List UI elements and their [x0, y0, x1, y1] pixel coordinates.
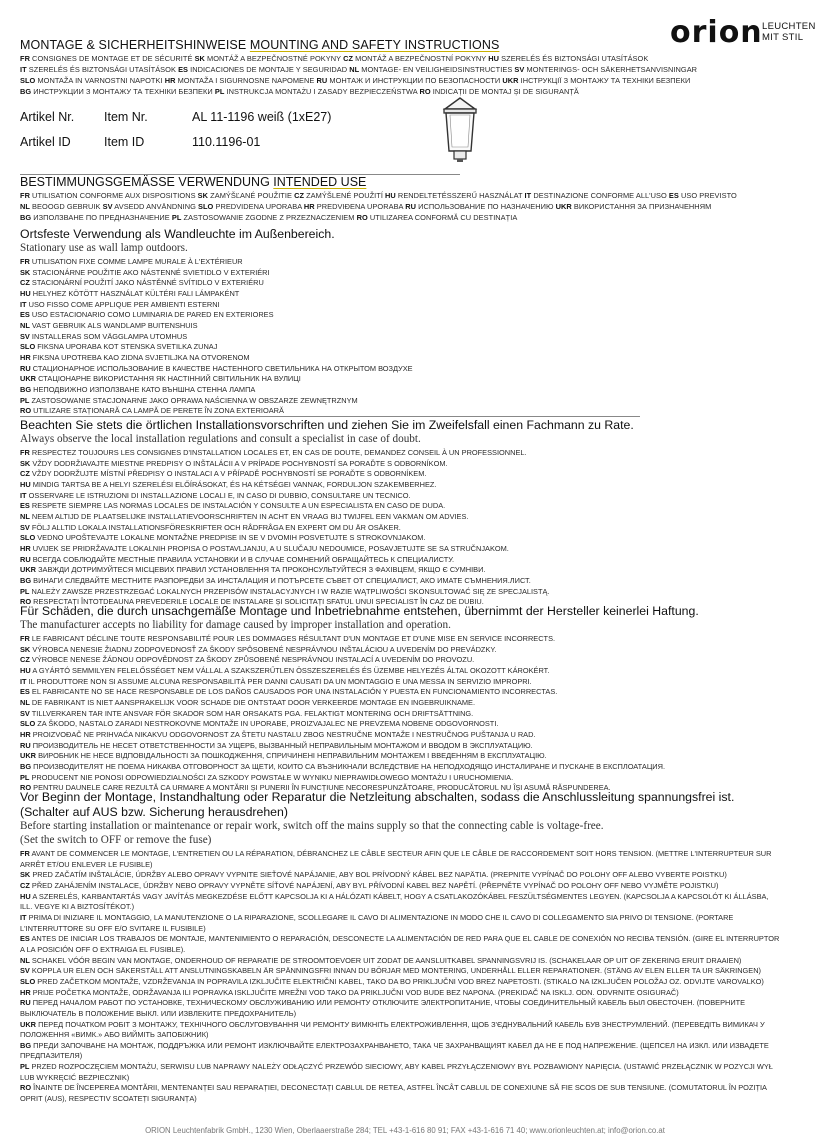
list-item: CZ VŽDY DODRŽUJTE MÍSTNÍ PŘEDPISY O INSTALACI A V PŘÍPADĚ POCHYBNOSTÍ SE PORAĎTE S ODBORNÍKEM.	[20, 469, 427, 479]
list-item: UKR ЗАВЖДИ ДОТРИМУЙТЕСЯ МІСЦЕВИХ ПРАВИЛ УСТАНОВЛЕННЯ ТА ПРОКОНСУЛЬТУЙТЕСЯ З ФАХІВЦЕМ, ЯКЩО Є СУМНІВИ.	[20, 565, 486, 575]
list-item: BG ПРЕДИ ЗАПОЧВАНЕ НА МОНТАЖ, ПОДДРЪЖКА ИЛИ РЕМОНТ ИЗКЛЮЧВАЙТЕ ЕЛЕКТРОЗАХРАНВАНЕТО, ТАКА ЧЕ ЗАХРАНВАЩИЯТ КАБЕЛ ДА НЕ Е ПОД НАПРЕЖЕНИЕ. (ЩЕПСЕЛ НА ИЗКЛ. ИЛИ ИЗВАДЕТЕ ПРЕДПАЗИТЕЛЯ)	[20, 1040, 769, 1061]
list-item: HU A SZERELÉS, KARBANTARTÁS VAGY JAVÍTÁS MEGKEZDÉSE ELŐTT KAPCSOLJA KI A HÁLÓZATI KÁBELT, HOGY A CSATLAKOZÓKÁBEL FESZÜLTSÉGMENTES LEGYEN. (KAPCSOLJA A KAPCSOLÓT KI ÁLLÁSBA, ILL. VEGYE KI A BIZTOSÍTÉKOT.)	[20, 891, 769, 912]
list-item: RO ÎNAINTE DE ÎNCEPEREA MONTĂRII, MENTENANȚEI SAU REPARAȚIEI, DECONECTAȚI CABLUL DE RETEA, ASTFEL ÎNCÂT CABLUL DE CONEXIUNE SĂ FIE SCOS DE SUB TENSIUNE. (COMUTATORUL ÎN POZIȚIA OPRIT (AUS), RESPECTIV SCOATEȚI SIGURANȚA)	[20, 1083, 767, 1104]
list-item: HR UVIJEK SE PRIDRŽAVAJTE LOKALNIH PROPISA O POSTAVLJANJU, A U SLUČAJU NEDOUMICE, POSAVJETUJTE SE SA STRUČNJAKOM.	[20, 543, 509, 553]
article-number-label-en: Item Nr.	[104, 110, 148, 124]
list-item: PL PRODUCENT NIE PONOSI ODPOWIEDZIALNOŚCI ZA SZKODY POWSTAŁE W WYNIKU NIEPRAWIDŁOWEGO MONTAŻU I URUCHOMIENIA.	[20, 772, 514, 782]
list-item: RU ВСЕГДА СОБЛЮДАЙТЕ МЕСТНЫЕ ПРАВИЛА УСТАНОВКИ И В СЛУЧАЕ СОМНЕНИЙ ОБРАЩАЙТЕСЬ К СПЕЦИАЛИСТУ.	[20, 554, 455, 564]
list-item: HU HELYHEZ KÖTÖTT HASZNÁLAT KÜLTÉRI FALI LÁMPAKÉNT	[20, 288, 240, 298]
list-item: FR AVANT DE COMMENCER LE MONTAGE, L'ENTRETIEN OU LA RÉPARATION, DÉBRANCHEZ LE CÂBLE SECTEUR AFIN QUE LE CÂBLE DE RACCORDEMENT SOIT HORS TENSION. (METTRE L'INTERRUPTEUR SUR ARRÊT ET/OU ENLEVER LE FUSIBLE)	[20, 849, 772, 869]
list-item: SK VŽDY DODRŽIAVAJTE MIESTNE PREDPISY O INŠTALÁCII A V PRÍPADE POCHYBNOSTÍ SA PORAĎTE S ODBORNÍKOM.	[20, 458, 448, 468]
intended-use-title	[20, 175, 366, 189]
list-item: SK VÝROBCA NENESIE ŽIADNU ZODPOVEDNOSŤ ZA ŠKODY SPÔSOBENÉ NESPRÁVNOU INŠTALÁCIOU A UVEDENÍM DO PREVÁDZKY.	[20, 644, 497, 654]
list-item: IT OSSERVARE LE ISTRUZIONI DI INSTALLAZIONE LOCALI E, IN CASO DI DUBBIO, CONSULTARE UN TECNICO.	[20, 490, 411, 500]
page-title	[20, 38, 499, 52]
logo-wordmark: orion	[670, 15, 763, 50]
list-item: HU MINDIG TARTSA BE A HELYI SZERELÉSI ELŐÍRÁSOKAT, ÉS HA KÉTSÉGEI VANNAK, FORDULJON SZAKEMBERHEZ.	[20, 479, 437, 489]
list-item: SV KOPPLA UR ELEN OCH SÄKERSTÄLL ATT ANSLUTNINGSKABELN ÄR SPÄNNINGSFRI INNAN DU BÖRJAR MED MONTERING, UNDERHÅLL ELLER REPARATIONER. (STÄNG AV ELEN ELLER TA UR SÄKRINGEN)	[20, 966, 762, 976]
section-3-list	[20, 634, 780, 794]
list-item: NL DE FABRIKANT IS NIET AANSPRAKELIJK VOOR SCHADE DIE ONTSTAAT DOOR VERKEERDE MONTAGE EN INGEBRUIKNAME.	[20, 697, 476, 707]
article-id-label-en: Item ID	[104, 135, 145, 149]
list-item: SLO PRED ZAČETKOM MONTAŽE, VZDRŽEVANJA IN POPRAVILA IZKLJUČITE ELEKTRIČNI KABEL, TAKO DA BO PRIKLJUČNI VOD BREZ NAPETOSTI. (STIKALO NA IZKLJUČEN POLOŽAJ OZ. ODVIJTE VAROVALKO)	[20, 976, 764, 986]
section-2-heading-de: Beachten Sie stets die örtlichen Installationsvorschriften und ziehen Sie im Zweifelsfall einen Fachmann zu Rate.	[20, 418, 634, 432]
footer-address: ORION Leuchtenfabrik GmbH., 1230 Wien, Oberlaaerstraße 284; TEL +43-1-616 80 91; FAX +43-1-616 71 40; www.orionleuchten.at; info@orion.co.at	[145, 1126, 665, 1135]
list-item: SK PRED ZAČATÍM INŠTALÁCIE, ÚDRŽBY ALEBO OPRAVY VYPNITE SIEŤOVÉ NAPÁJANIE, ABY BOL PRÍVODNÝ KÁBEL BEZ NAPÄTIA. (PREPNITE VYPÍNAČ DO POLOHY OFF ALEBO VYBERTE POISTKU)	[20, 870, 727, 880]
list-item: CZ STACIONÁRNÍ POUŽITÍ JAKO NÁSTĚNNÉ SVÍTIDLO V EXTERIÉRU	[20, 278, 264, 288]
list-item: IT USO FISSO COME APPLIQUE PER AMBIENTI ESTERNI	[20, 299, 220, 309]
list-item: HU A GYÁRTÓ SEMMILYEN FELELŐSSÉGET NEM VÁLLAL A SZAKSZERŰTLEN ÖSSZESZERELÉS ÉS ÜZEMBE HELYEZÉS ÁLTAL OKOZOTT KÁROKÉRT.	[20, 665, 550, 675]
article-number-value: AL 11-1196 weiß (1xE27)	[192, 110, 332, 124]
section-2-list	[20, 448, 780, 608]
list-item: FR RESPECTEZ TOUJOURS LES CONSIGNES D'INSTALLATION LOCALES ET, EN CAS DE DOUTE, DEMANDEZ CONSEIL À UN PROFESSIONNEL.	[20, 448, 527, 457]
section-4-heading-en: Before starting installation or maintenance or repair work, switch off the mains supply so that the connecting cable is voltage-free.	[20, 820, 604, 832]
logo-tagline	[762, 21, 816, 43]
list-item: ES EL FABRICANTE NO SE HACE RESPONSABLE DE LOS DAÑOS CAUSADOS POR UNA INSTALACIÓN Y PUESTA EN FUNCIONAMIENTO INCORRECTAS.	[20, 687, 558, 697]
intended-use-translations	[20, 191, 790, 224]
logo-tagline-line1: LEUCHTEN	[762, 21, 816, 32]
list-item: SK STACIONÁRNE POUŽITIE AKO NÁSTENNÉ SVIETIDLO V EXTERIÉRI	[20, 267, 270, 277]
intended-use-translation-line: BG ИЗПОЛЗВАНЕ ПО ПРЕДНАЗНАЧЕНИЕ PL ZASTOSOWANIE ZGODNE Z PRZEZNACZENIEM RO UTILIZAREA CONFORMĂ CU DESTINAȚIA	[20, 212, 518, 222]
section-1-list	[20, 257, 780, 417]
list-item: SLO FIKSNA UPORABA KOT STENSKA SVETILKA ZUNAJ	[20, 342, 218, 352]
list-item: BG ПРОИЗВОДИТЕЛЯТ НЕ ПОЕМА НИКАКВА ОТГОВОРНОСТ ЗА ЩЕТИ, КОИТО СА ВЪЗНИКНАЛИ ВСЛЕДСТВИЕ НА НЕПОДХОДЯЩО ИНСТАЛИРАНЕ И ПУСКАНЕ В ЕКСПЛОАТАЦИЯ.	[20, 761, 666, 771]
list-item: RO PENTRU DAUNELE CARE REZULTĂ CA URMARE A MONTĂRII ȘI PUNERII ÎN FUNCȚIUNE NECORESPUNZĂTOARE, PRODUCĂTORUL NU ÎȘI ASUMĂ RĂSPUNDEREA.	[20, 783, 611, 793]
section-3-heading-en: The manufacturer accepts no liability for damage caused by improper installation and operation.	[20, 619, 451, 631]
list-item: RU ПЕРЕД НАЧАЛОМ РАБОТ ПО УСТАНОВКЕ, ТЕХНИЧЕСКОМУ ОБСЛУЖИВАНИЮ ИЛИ РЕМОНТУ ОТКЛЮЧИТЕ ЭЛЕКТРОПИТАНИЕ, ЧТОБЫ СОЕДИНИТЕЛЬНЫЙ КАБЕЛЬ БЫЛ ОБЕСТОЧЕН. (ПОВЕРНИТЕ ВЫКЛЮЧАТЕЛЬ В ПОЛОЖЕНИЕ ВЫКЛ. ИЛИ ИЗВЛЕКИТЕ ПРЕДОХРАНИТЕЛЬ)	[20, 998, 746, 1018]
list-item: UKR ПЕРЕД ПОЧАТКОМ РОБІТ З МОНТАЖУ, ТЕХНІЧНОГО ОБСЛУГОВУВАННЯ ЧИ РЕМОНТУ ВИМКНІТЬ ЕЛЕКТРОЖИВЛЕННЯ, ЩОБ З'ЄДНУВАЛЬНИЙ КАБЕЛЬ БУВ ЗНЕСТРУМЛЕНИЙ. (ПЕРЕВЕДІТЬ ВИМИКАЧ У ПОЛОЖЕННЯ «ВИМК.» АБО ВИЙМІТЬ ЗАПОБІЖНИК)	[20, 1019, 765, 1040]
list-item: ES ANTES DE INICIAR LOS TRABAJOS DE MONTAJE, MANTENIMIENTO O REPARACIÓN, DESCONECTE LA ALIMENTACIÓN DE RED PARA QUE EL CABLE DE CONEXIÓN NO RECIBA TENSIÓN. (GIRE EL INTERRUPTOR A LA POSICIÓN OFF O EXTRAIGA EL FUSIBLE).	[20, 934, 780, 954]
list-item: UKR СТАЦІОНАРНЕ ВИКОРИСТАННЯ ЯК НАСТІННИЙ СВІТИЛЬНИК НА ВУЛИЦІ	[20, 374, 301, 384]
list-item: IT PRIMA DI INIZIARE IL MONTAGGIO, LA MANUTENZIONE O LA RIPARAZIONE, SCOLLEGARE IL CAVO DI ALIMENTAZIONE IN MODO CHE IL CAVO DI COLLEGAMENTO SIA PRIVO DI TENSIONE. (PORTARE L'INTERRUTTORE SU OFF E/O SVITARE IL FUSIBILE)	[20, 912, 734, 933]
list-item: NL SCHAKEL VÓÓR BEGIN VAN MONTAGE, ONDERHOUD OF REPARATIE DE STROOMTOEVOER UIT ZODAT DE AANSLUITKABEL SPANNINGSVRIJ IS. (SCHAKELAAR OP UIT OF ZEKERING ERUIT DRAAIEN)	[20, 955, 742, 965]
list-item: IT IL PRODUTTORE NON SI ASSUME ALCUNA RESPONSABILITÀ PER DANNI CAUSATI DA UN MONTAGGIO E UNA MESSA IN SERVIZIO IMPROPRI.	[20, 676, 532, 686]
list-item: HR FIKSNA UPOTREBA KAO ZIDNA SVJETILJKA NA OTVORENOM	[20, 352, 250, 362]
list-item: SV INSTALLERAS SOM VÄGGLAMPA UTOMHUS	[20, 331, 188, 341]
list-item: SV FÖLJ ALLTID LOKALA INSTALLATIONSFÖRESKRIFTER OCH RÅDFRÅGA EN EXPERT OM DU ÄR OSÄKER.	[20, 522, 401, 532]
title-translation-line: FR CONSIGNES DE MONTAGE ET DE SÉCURITÉ SK MONTÁŽ A BEZPEČNOSTNÉ POKYNY CZ MONTÁŽ A BEZPEČNOSTNÍ POKYNY HU SZERELÉS ÉS BIZTONSÁGI UTASÍTÁSOK	[20, 54, 649, 63]
intended-use-translation-line: FR UTILISATION CONFORME AUX DISPOSITIONS SK ZAMÝŠĽANÉ POUŽITIE CZ ZAMÝŠLENÉ POUŽITÍ HU RENDELTETÉSSZERŰ HASZNÁLAT IT DESTINAZIONE CONFORME ALL'USO ES USO PREVISTO	[20, 191, 737, 200]
article-id-label-de: Artikel ID	[20, 135, 71, 149]
list-item: ES USO ESTACIONARIO COMO LUMINARIA DE PARED EN EXTERIORES	[20, 310, 274, 320]
logo-tagline-line2: MIT STIL	[762, 32, 804, 43]
article-id-value: 110.1196-01	[192, 135, 261, 149]
title-translation-line: SLO MONTAŽA IN VARNOSTNI NAPOTKI HR MONTAŽA I SIGURNOSNE NAPOMENE RU МОНТАЖ И ИНСТРУКЦИИ ПО БЕЗОПАСНОСТИ UKR ІНСТРУКЦІЇ З МОНТАЖУ ТА ТЕХНІКИ БЕЗПЕКИ	[20, 75, 691, 85]
brand-logo	[670, 15, 820, 50]
intended-use-title-de: BESTIMMUNGSGEMÄSSE VERWENDUNG	[20, 175, 270, 189]
list-item: FR UTILISATION FIXE COMME LAMPE MURALE À L'EXTÉRIEUR	[20, 257, 243, 266]
list-item: PL PRZED ROZPOCZĘCIEM MONTAŻU, SERWISU LUB NAPRAWY NALEŻY ODŁĄCZYĆ PRZEWÓD SIECIOWY, ABY KABEL PRZYŁĄCZENIOWY BYŁ POZBAWIONY NAPIĘCIA. (USTAWIĆ PRZEŁĄCZNIK W POZYCJI WYŁ LUB WYKRĘCIĆ BEZPIECZNIK)	[20, 1062, 773, 1082]
list-item: RO RESPECTAȚI ÎNTOTDEAUNA PREVEDERILE LOCALE DE INSTALARE ȘI SOLICITAȚI SFATUL UNUI SPECIALIST ÎN CAZ DE DUBIU.	[20, 597, 484, 607]
intended-use-translation-line: NL BEOOGD GEBRUIK SV AVSEDD ANVÄNDNING SLO PREDVIDENA UPORABA HR PREDVIĐENA UPORABA RU ИСПОЛЬЗОВАНИЕ ПО НАЗНАЧЕНИЮ UKR ВИКОРИСТАННЯ ЗА ПРИЗНАЧЕННЯМ	[20, 201, 712, 211]
title-translations	[20, 54, 790, 98]
list-item: SLO ZA ŠKODO, NASTALO ZARADI NESTROKOVNE MONTAŽE IN UPORABE, PROIZVAJALEC NE PREVZEMA NOBENE ODGOVORNOSTI.	[20, 719, 499, 729]
list-item: CZ VÝROBCE NENESE ŽÁDNOU ODPOVĚDNOST ZA ŠKODY ZPŮSOBENÉ NESPRÁVNOU INSTALACÍ A UVEDENÍM DO PROVOZU.	[20, 655, 475, 665]
list-item: UKR ВИРОБНИК НЕ НЕСЕ ВІДПОВІДАЛЬНОСТІ ЗА ПОШКОДЖЕННЯ, СПРИЧИНЕНІ НЕПРАВИЛЬНИМ МОНТАЖЕМ І ВВЕДЕННЯМ В ЕКСПЛУАТАЦІЮ.	[20, 751, 547, 761]
section-1-heading-en: Stationary use as wall lamp outdoors.	[20, 242, 188, 254]
list-item: SLO VEDNO UPOŠTEVAJTE LOKALNE MONTAŽNE PREDPISE IN SE V DVOMIH POSVETUJTE S STROKOVNJAKOM.	[20, 533, 426, 543]
divider	[20, 416, 640, 417]
list-item: RU ПРОИЗВОДИТЕЛЬ НЕ НЕСЕТ ОТВЕТСТВЕННОСТИ ЗА УЩЕРБ, ВЫЗВАННЫЙ НЕПРАВИЛЬНЫМ МОНТАЖОМ И ВВОДОМ В ЭКСПЛУАТАЦИЮ.	[20, 740, 533, 750]
list-item: BG ВИНАГИ СЛЕДВАЙТЕ МЕСТНИТЕ РАЗПОРЕДБИ ЗА ИНСТАЛАЦИЯ И ПОТЪРСЕТЕ СЪВЕТ ОТ СПЕЦИАЛИСТ, АКО ИМАТЕ СЪМНЕНИЯ.ЛИСТ.	[20, 575, 531, 585]
list-item: PL NALEŻY ZAWSZE PRZESTRZEGAĆ LOKALNYCH PRZEPISÓW INSTALACYJNYCH I W RAZIE WĄTPLIWOŚCI SKONSULTOWAĆ SIĘ ZE SPECJALISTĄ.	[20, 586, 550, 596]
list-item: RO UTILIZARE STAȚIONARĂ CA LAMPĂ DE PERETE ÎN ZONA EXTERIOARĂ	[20, 406, 284, 416]
list-item: NL VAST GEBRUIK ALS WANDLAMP BUITENSHUIS	[20, 320, 198, 330]
list-item: HR PRIJE POČETKA MONTAŽE, ODRŽAVANJA ILI POPRAVKA ISKLJUČITE MREŽNI VOD TAKO DA PRIKLJUČNI VOD BUDE BEZ NAPONA. (PREKIDAČ NA ISKLJ. ODN. ODVRNITE OSIGURAČ)	[20, 987, 679, 997]
list-item: HR PROIZVOĐAČ NE PRIHVAĆA NIKAKVU ODGOVORNOST ZA ŠTETU NASTALU ZBOG NESTRUČNE MONTAŽE I NESTRUČNOG PUŠTANJA U RAD.	[20, 729, 536, 739]
list-item: NL NEEM ALTIJD DE PLAATSELIJKE INSTALLATIEVOORSCHRIFTEN IN ACHT EN VRAAG BIJ TWIJFEL EEN VAKMAN OM ADVIES.	[20, 511, 469, 521]
list-item: FR LE FABRICANT DÉCLINE TOUTE RESPONSABILITÉ POUR LES DOMMAGES RÉSULTANT D'UN MONTAGE ET D'UNE MISE EN SERVICE INCORRECTS.	[20, 634, 556, 643]
section-2-heading-en: Always observe the local installation regulations and consult a specialist in case of doubt.	[20, 433, 421, 445]
article-number-label-de: Artikel Nr.	[20, 110, 75, 124]
intended-use-title-en: INTENDED USE	[273, 175, 367, 189]
wall-lamp-image	[440, 95, 480, 163]
list-item: PL ZASTOSOWANIE STACJONARNE JAKO OPRAWA NAŚCIENNA W OBSZARZE ZEWNĘTRZNYM	[20, 395, 358, 405]
title-translation-line: IT SZERELÉS ÉS BIZTONSÁGI UTASÍTÁSOK ES INDICACIONES DE MONTAJE Y SEGURIDAD NL MONTAGE- EN VEILIGHEIDSINSTRUCTIES SV MONTERINGS- OCH SÄKERHETSANVISNINGAR	[20, 64, 698, 74]
list-item: BG НЕПОДВИЖНО ИЗПОЛЗВАНЕ КАТО ВЪНШНА СТЕННА ЛАМПА	[20, 384, 256, 394]
section-4-list	[20, 849, 780, 1105]
list-item: ES RESPETE SIEMPRE LAS NORMAS LOCALES DE INSTALACIÓN Y CONSULTE A UN ESPECIALISTA EN CASO DE DUDA.	[20, 501, 446, 511]
section-1-heading-de: Ortsfeste Verwendung als Wandleuchte im Außenbereich.	[20, 227, 335, 241]
page-title-en: MOUNTING AND SAFETY INSTRUCTIONS	[249, 38, 500, 52]
section-4-heading-en-note: (Set the switch to OFF or remove the fuse)	[20, 834, 212, 846]
page-title-de: MONTAGE & SICHERHEITSHINWEISE	[20, 38, 247, 52]
title-translation-line: BG ИНСТРУКЦИИ З МОНТАЖУ ТА ТЕХНІКИ БЕЗПЕКИ PL INSTRUKCJA MONTAŻU I ZASADY BEZPIECZEŃSTWA RO INDICAȚII DE MONTAJ ȘI DE SIGURANȚĂ	[20, 86, 579, 96]
list-item: RU СТАЦИОНАРНОЕ ИСПОЛЬЗОВАНИЕ В КАЧЕСТВЕ НАСТЕННОГО СВЕТИЛЬНИКА НА ОТКРЫТОМ ВОЗДУХЕ	[20, 363, 413, 373]
section-4-heading-de-note: (Schalter auf AUS bzw. Sicherung herausdrehen)	[20, 805, 288, 819]
list-item: SV TILLVERKAREN TAR INTE ANSVAR FÖR SKADOR SOM HAR ORSAKATS PGA. FELAKTIGT MONTERING OCH DRIFTSÄTTNING.	[20, 708, 474, 718]
section-3-heading-de: Für Schäden, die durch unsachgemäße Montage und Inbetriebnahme entstehen, übernimmt der Hersteller keinerlei Haftung.	[20, 604, 699, 618]
section-4-heading-de: Vor Beginn der Montage, Instandhaltung oder Reparatur die Netzleitung abschalten, sodass die Anschlussleitung spannungsfrei ist.	[20, 790, 735, 804]
list-item: CZ PŘED ZAHÁJENÍM INSTALACE, ÚDRŽBY NEBO OPRAVY VYPNĚTE SÍŤOVÉ NAPÁJENÍ, ABY BYL PŘÍVODNÍ KABEL BEZ NAPĚTÍ. (PŘEPNĚTE VYPÍNAČ DO POLOHY OFF NEBO VYJMĚTE POJISTKU)	[20, 880, 719, 890]
